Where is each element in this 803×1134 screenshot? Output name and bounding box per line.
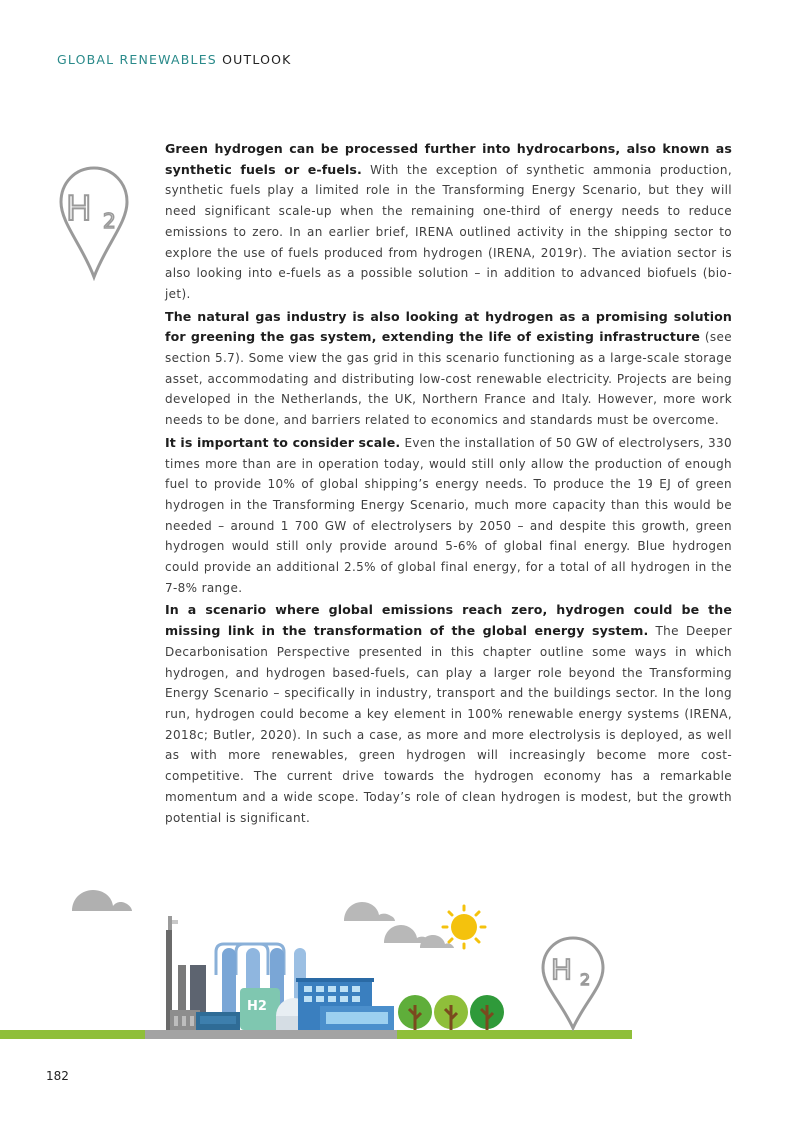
- tree-icon: [470, 995, 504, 1030]
- paragraph: [165, 139, 732, 305]
- paragraph: [165, 307, 732, 431]
- tree-icon: [398, 995, 432, 1030]
- sun-icon: [443, 906, 485, 948]
- hydrogen-pin-icon: [543, 938, 603, 1028]
- header-title-part1: GLOBAL RENEWABLES: [57, 52, 217, 67]
- paragraph-body: The Deeper Decarbonisation Perspective presented in this chapter outline some ways in which hydrogen, and hydrogen based-fuels, can play a larger role beyond the Transforming Energy Scenario – specifically in industry, transport and the buildings sector. In the long run, hydrogen could become a key element in 100% renewable energy systems (IRENA, 2018c; Butler, 2020). In such a case, as more and more electrolysis is deployed, as well as with more renewables, green hydrogen will increasingly become more cost-competitive. The current drive towards the hydrogen economy has a remarkable momentum and a wide scope. Today’s role of clean hydrogen is modest, but the growth potential is significant.: [165, 624, 732, 825]
- header-title-part2: OUTLOOK: [222, 52, 292, 67]
- pin-subscript: 2: [580, 970, 591, 989]
- paragraph: [165, 600, 732, 828]
- paragraph-body: (see section 5.7). Some view the gas grid in this scenario functioning as a large-scale storage asset, accommodating and distributing low-cost renewable electricity. Projects are being developed in the Netherlands, the UK, Northern France and Italy. However, more work needs to be done, and barriers related to economics and standards must be overcome.: [165, 330, 732, 428]
- page-number: 182: [46, 1069, 69, 1083]
- tank-label: H2: [247, 999, 267, 1014]
- paragraph-body: Even the installation of 50 GW of electrolysers, 330 times more than are in operation today, would still only allow the production of enough fuel to provide 10% of global shipping’s energy needs. To produce the 19 EJ of green hydrogen in the Transforming Energy Scenario, much more capacity than this would be needed – around 1 700 GW of electrolysers by 2050 – and despite this growth, green hydrogen would still only provide around 5-6% of global final energy. Blue hydrogen could provide an additional 2.5% of global final energy, for a total of all hydrogen in the 7-8% range.: [165, 435, 732, 595]
- hydrogen-tank: [240, 988, 280, 1030]
- ground-strip: [397, 1030, 632, 1039]
- pin-h-letter: H: [551, 953, 573, 986]
- plant-building: [196, 1012, 240, 1030]
- office-building: [296, 978, 394, 1030]
- cloud-icon: [344, 902, 395, 921]
- road-strip: [145, 1030, 397, 1039]
- tree-icon: [434, 995, 468, 1030]
- pin-subscript: 2: [103, 209, 116, 233]
- paragraph-lead: Green hydrogen can be processed further into hydrocarbons, also known as synthetic fuels or e-fuels.: [165, 141, 732, 177]
- main-text: [165, 139, 732, 828]
- paragraph: [165, 433, 732, 599]
- paragraph-lead: In a scenario where global emissions reach zero, hydrogen could be the missing link in the transformation of the global energy system.: [165, 602, 732, 639]
- pin-h-letter: H: [66, 189, 92, 229]
- paragraph-lead: The natural gas industry is also looking at hydrogen as a promising solution for greening the gas system, extending the life of existing infrastructure: [165, 308, 732, 345]
- hydrogen-landscape-illustration: [0, 880, 803, 1045]
- cloud-icon: [72, 890, 132, 911]
- hydrogen-pin-icon: [58, 165, 130, 281]
- running-header: [57, 52, 292, 67]
- paragraph-body: With the exception of synthetic ammonia production, synthetic fuels play a limited role in the Transforming Energy Scenario, but they will need significant scale-up when the remaining one-third of energy needs to reduce emissions to zero. In an earlier brief, IRENA outlined activity in the shipping sector to explore the use of fuels produced from hydrogen (IRENA, 2019r). The aviation sector is also looking into e-fuels as a possible solution – in addition to advanced biofuels (bio-jet).: [165, 162, 732, 301]
- ground-strip: [0, 1030, 145, 1039]
- paragraph-lead: It is important to consider scale.: [165, 434, 401, 450]
